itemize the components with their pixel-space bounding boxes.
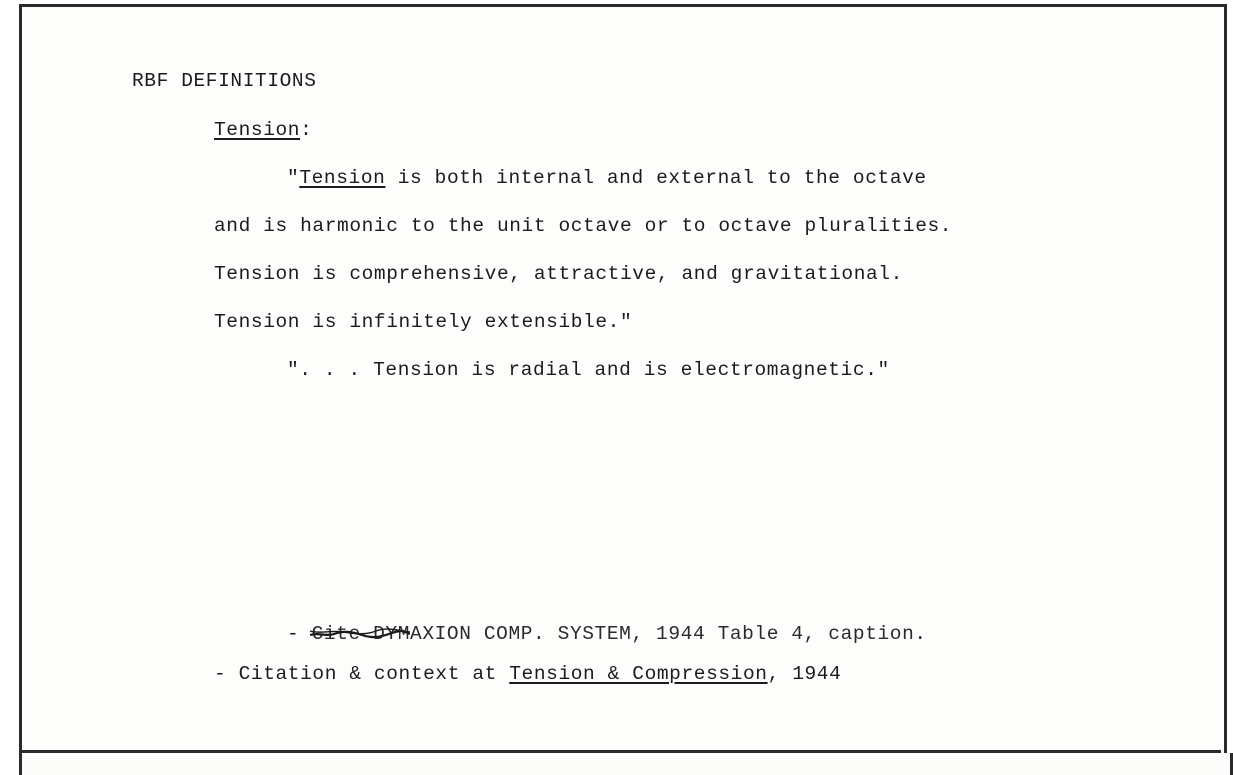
struck-citation xyxy=(287,622,927,646)
struck-period: . xyxy=(914,623,927,645)
page-heading xyxy=(132,69,317,93)
term-colon: : xyxy=(300,119,313,141)
citation-prefix: - Citation & context at xyxy=(214,663,510,685)
quote2-text: ". . . Tension is radial and is electromagnetic." xyxy=(287,359,890,381)
citation-source: Tension & Compression xyxy=(509,663,768,685)
quote1-line1-text: is both internal and external to the octave xyxy=(385,167,927,189)
citation-line xyxy=(214,662,841,686)
quote1-line3-text: Tension is comprehensive, attractive, and gravitational. xyxy=(214,263,903,285)
next-card-edge xyxy=(19,753,1233,775)
quote1-line4 xyxy=(214,310,632,334)
quote1-line1 xyxy=(287,166,927,190)
struck-citation-text: Cite DYMAXION COMP. SYSTEM, 1944 Table 4, caption xyxy=(311,623,915,645)
term-heading xyxy=(214,118,312,142)
quote1-line4-text: Tension is infinitely extensible." xyxy=(214,311,633,333)
quote1-line2 xyxy=(214,214,952,238)
citation-suffix: , 1944 xyxy=(767,663,842,685)
quote1-open-quote: " xyxy=(287,167,300,189)
quote1-term: Tension xyxy=(299,167,386,189)
term-label: Tension xyxy=(214,119,301,141)
quote1-line2-text: and is harmonic to the unit octave or to octave pluralities. xyxy=(214,215,953,237)
heading-text: RBF DEFINITIONS xyxy=(132,70,317,92)
quote2-line xyxy=(287,358,890,382)
quote1-line3 xyxy=(214,262,903,286)
struck-dash: - xyxy=(287,623,312,645)
struck-citation-body xyxy=(312,622,915,646)
